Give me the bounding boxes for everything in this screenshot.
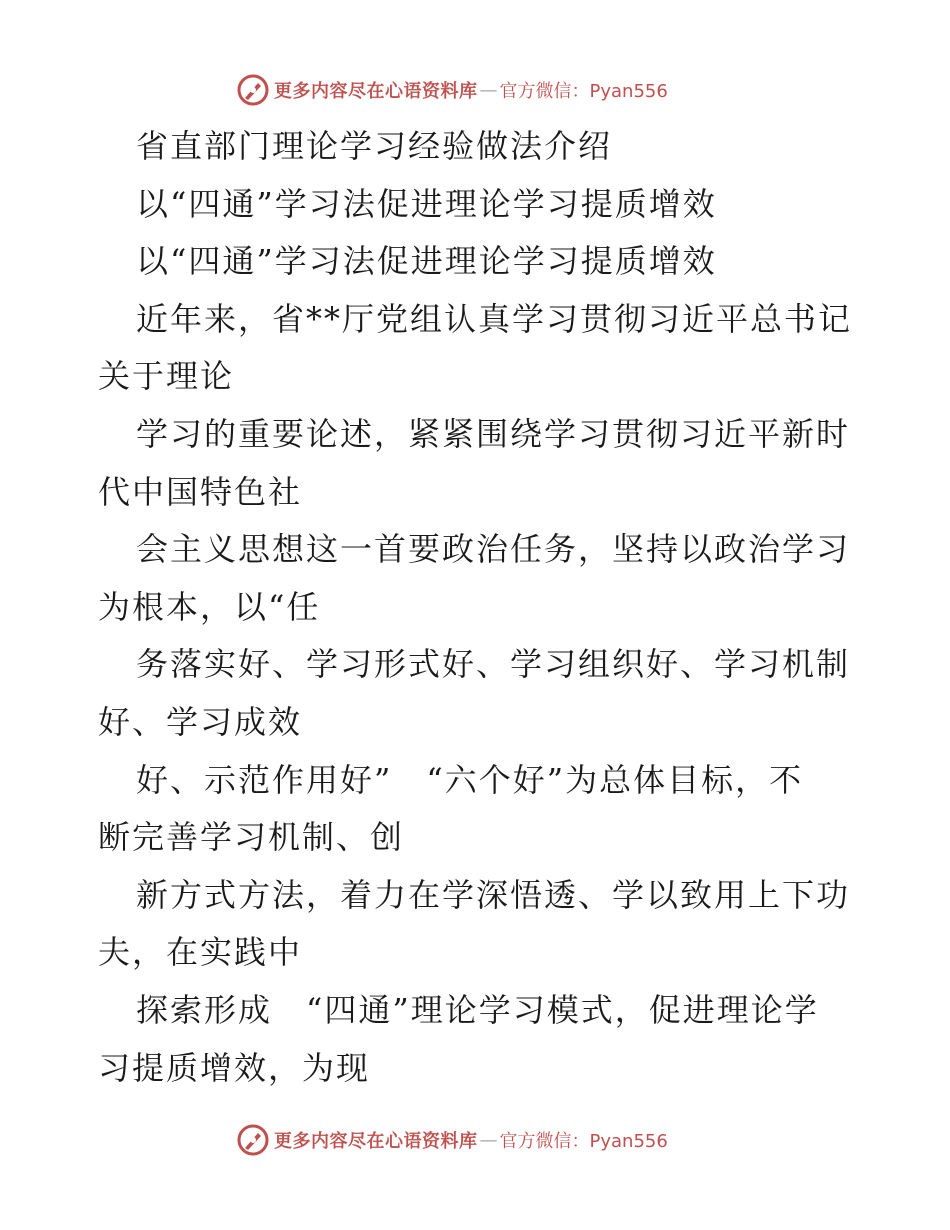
banner-wechat-text: 官方微信：Pyan556 xyxy=(499,81,668,102)
paragraph-line: 习提质增效，为现 xyxy=(98,1048,371,1087)
document-title: 省直部门理论学习经验做法介绍 xyxy=(136,127,613,165)
paragraph-line: 好、示范作用好” “六个好”为总体目标，不 xyxy=(136,760,804,799)
paragraph-line: 关于理论 xyxy=(98,357,235,396)
document-body xyxy=(98,118,858,1097)
footer-banner xyxy=(236,1122,716,1158)
document-subtitle: 以“四通”学习法促进理论学习提质增效 xyxy=(136,184,717,223)
paragraph-line: 代中国特色社 xyxy=(98,472,303,511)
pen-circle-logo-icon xyxy=(236,73,270,107)
banner-separator: — xyxy=(479,79,498,101)
paragraph-line: 夫，在实践中 xyxy=(98,933,303,972)
paragraph-line: 断完善学习机制、创 xyxy=(98,818,405,857)
banner-separator: — xyxy=(479,1129,498,1151)
banner-brand-text: 更多内容尽在心语资料库 xyxy=(274,1131,478,1152)
paragraph-line: 务落实好、学习形式好、学习组织好、学习机制 xyxy=(136,645,851,684)
paragraph-line: 近年来，省**厅党组认真学习贯彻习近平总书记 xyxy=(136,299,853,338)
paragraph-line: 为根本，以“任 xyxy=(98,587,321,626)
banner-brand-text: 更多内容尽在心语资料库 xyxy=(274,81,478,102)
document-heading: 以“四通”学习法促进理论学习提质增效 xyxy=(136,242,717,281)
banner-wechat-text: 官方微信：Pyan556 xyxy=(499,1131,668,1152)
paragraph-line: 新方式方法，着力在学深悟透、学以致用上下功 xyxy=(136,875,851,914)
paragraph-line: 会主义思想这一首要政治任务，坚持以政治学习 xyxy=(136,530,851,569)
pen-circle-logo-icon xyxy=(236,1123,270,1157)
paragraph-line: 探索形成 “四通”理论学习模式，促进理论学 xyxy=(136,990,819,1029)
header-banner xyxy=(236,72,716,108)
paragraph-line: 学习的重要论述，紧紧围绕学习贯彻习近平新时 xyxy=(136,414,851,453)
paragraph-line: 好、学习成效 xyxy=(98,702,303,741)
